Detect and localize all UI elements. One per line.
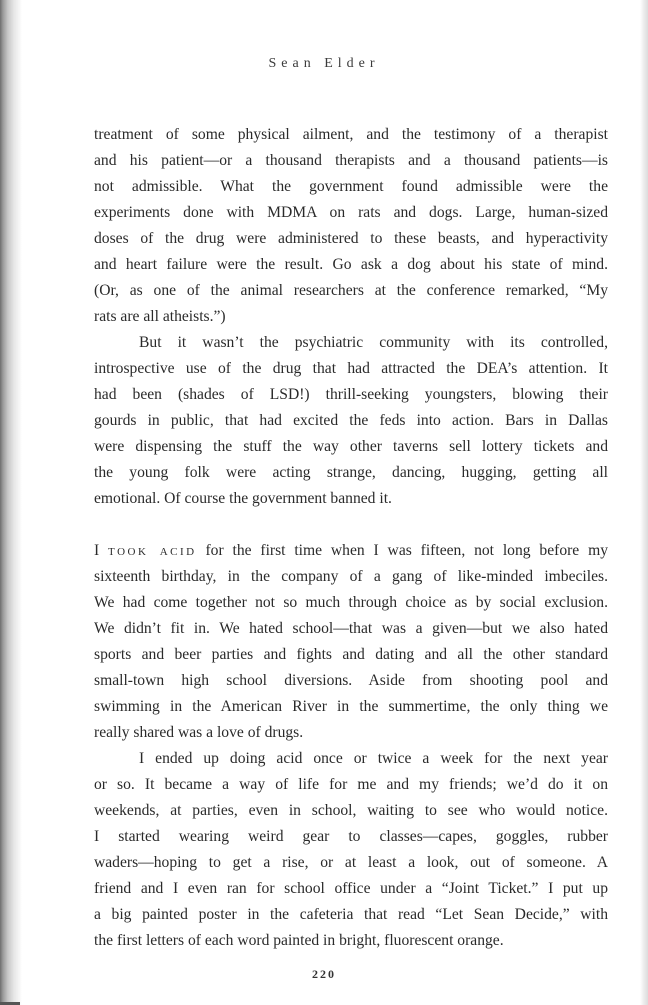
text-line: the first letters of each word painted in bright, fluorescent orange. xyxy=(94,932,504,949)
text-line: We didn’t fit in. We hated school—that was a given—but we also hated xyxy=(94,620,608,637)
text-line: had been (shades of LSD!) thrill-seeking youngsters, blowing their xyxy=(94,386,608,403)
text-line: gourds in public, that had excited the feds into action. Bars in Dallas xyxy=(94,412,608,429)
text-line: weekends, at parties, even in school, waiting to see who would notice. xyxy=(94,802,608,819)
page-edge-right xyxy=(640,0,648,1005)
text-line: waders—hoping to get a rise, or at least a look, out of someone. A xyxy=(94,854,608,871)
text-line: or so. It became a way of life for me and my friends; we’d do it on xyxy=(94,776,608,793)
text-line: not admissible. What the government found admissible were the xyxy=(94,178,608,195)
running-head: Sean Elder xyxy=(268,56,380,71)
text-line: doses of the drug were administered to these beasts, and hyperactivity xyxy=(94,230,608,247)
text-line: (Or, as one of the animal researchers at the conference remarked, “My xyxy=(94,282,608,299)
paragraph xyxy=(94,746,608,954)
text-line: the young folk were acting strange, dancing, hugging, getting all xyxy=(94,464,608,481)
text-line: sports and beer parties and fights and dating and all the other standard xyxy=(94,646,608,663)
text-line: and heart failure were the result. Go ask a dog about his state of mind. xyxy=(94,256,608,273)
text-line: a big painted poster in the cafeteria that read “Let Sean Decide,” with xyxy=(94,906,608,923)
body-text xyxy=(94,122,608,954)
lead-in-initial: I xyxy=(94,542,100,559)
section-break xyxy=(94,512,608,538)
paragraph-section-start xyxy=(94,538,608,746)
text-line: swimming in the American River in the summertime, the only thing we xyxy=(94,698,608,715)
text-line: introspective use of the drug that had attracted the DEA’s attention. It xyxy=(94,360,608,377)
text-line-lead-in xyxy=(94,538,608,564)
text-line: treatment of some physical ailment, and the testimony of a therapist xyxy=(94,126,608,143)
lead-in-rest: for the first time when I was fifteen, not long before my xyxy=(205,542,608,559)
text-line: small-town high school diversions. Aside from shooting pool and xyxy=(94,672,608,689)
text-line: sixteenth birthday, in the company of a gang of like-minded imbeciles. xyxy=(94,568,608,585)
paragraph xyxy=(94,330,608,512)
text-line: emotional. Of course the government banned it. xyxy=(94,490,392,507)
text-line: and his patient—or a thousand therapists and a thousand patients—is xyxy=(94,152,608,169)
text-line: experiments done with MDMA on rats and dogs. Large, human-sized xyxy=(94,204,608,221)
text-line: I started wearing weird gear to classes—capes, goggles, rubber xyxy=(94,828,608,845)
text-line: I ended up doing acid once or twice a week for the next year xyxy=(139,750,608,767)
text-line: friend and I even ran for school office under a “Joint Ticket.” I put up xyxy=(94,880,608,897)
text-line: But it wasn’t the psychiatric community with its controlled, xyxy=(139,334,608,351)
page-number: 220 xyxy=(312,967,336,981)
text-line: really shared was a love of drugs. xyxy=(94,724,304,741)
paragraph-continuation xyxy=(94,122,608,330)
lead-in-smallcaps: took acid xyxy=(108,542,197,559)
binding-gutter-shadow xyxy=(0,0,22,1005)
text-line: We had come together not so much through choice as by social exclusion. xyxy=(94,594,608,611)
text-line: were dispensing the stuff the way other taverns sell lottery tickets and xyxy=(94,438,608,455)
text-line: rats are all atheists.”) xyxy=(94,308,226,325)
